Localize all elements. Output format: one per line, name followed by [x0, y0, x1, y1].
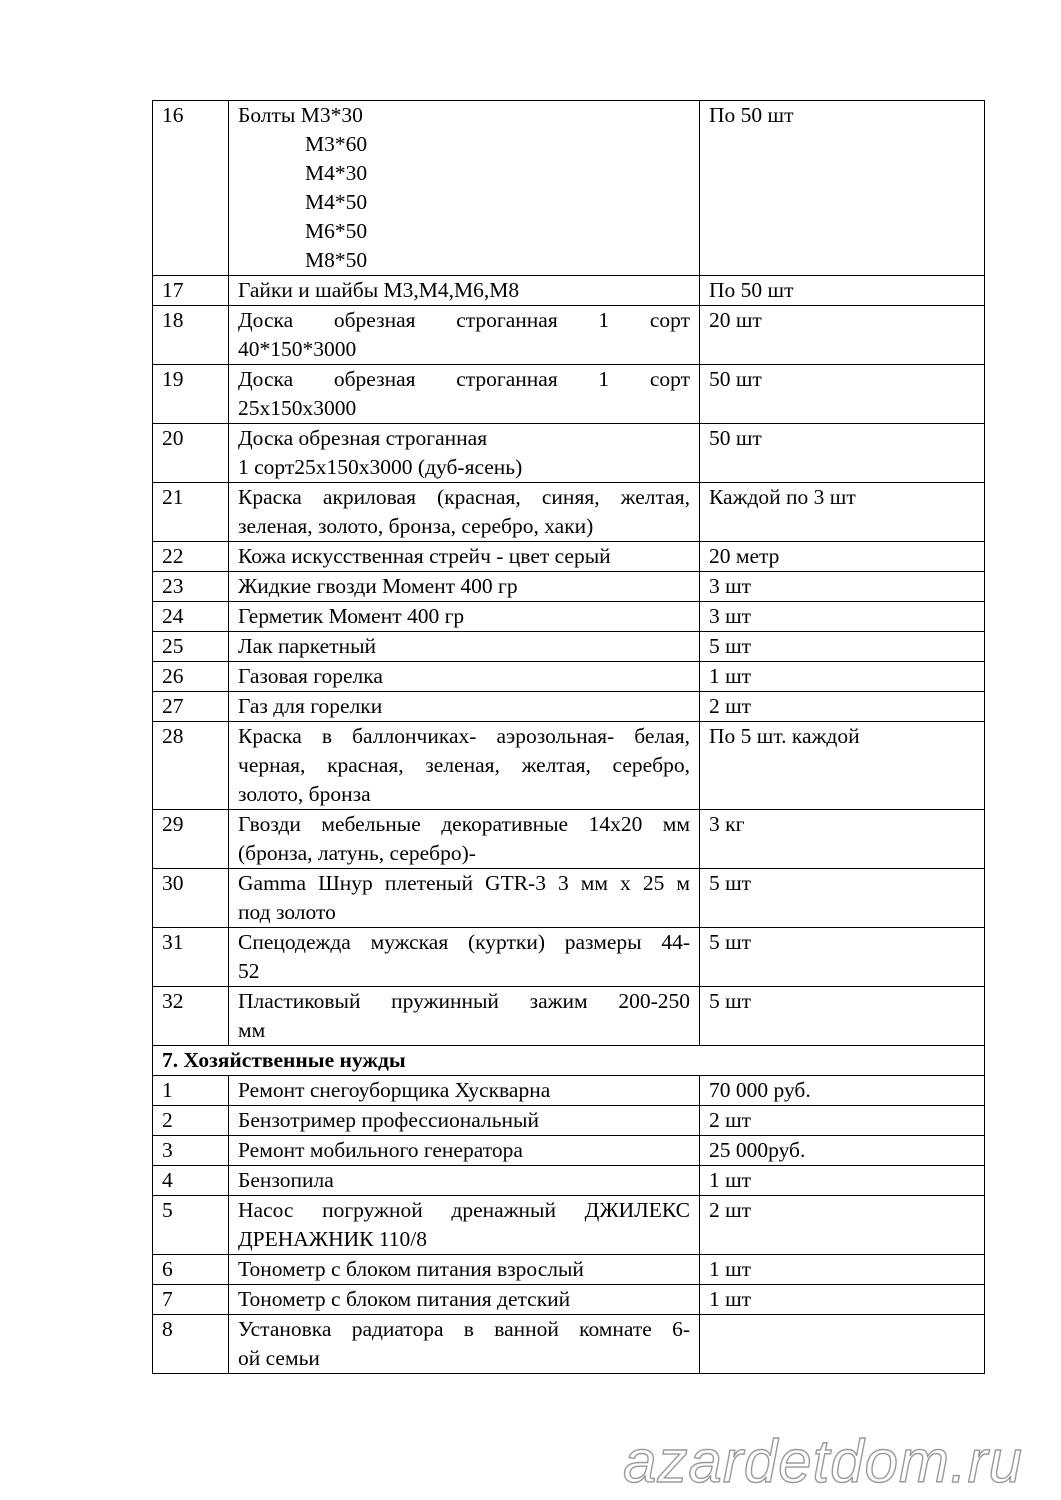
item-name-line: Бензопила: [238, 1168, 334, 1192]
row-number: 1: [153, 1076, 229, 1106]
item-quantity: 1 шт: [700, 1255, 985, 1285]
table-row: [153, 928, 985, 987]
item-name: [229, 928, 700, 987]
table-row: [153, 424, 985, 483]
site-watermark: azardetdom.ru: [623, 1428, 1023, 1495]
item-name-line: Гайки и шайбы М3,М4,М6,М8: [238, 278, 520, 302]
item-name-line: Кожа искусственная стрейч - цвет серый: [238, 544, 611, 568]
item-name-line: Лак паркетный: [238, 634, 377, 658]
table-row: [153, 365, 985, 424]
item-name: [229, 306, 700, 365]
item-name-line: зеленая, золото, бронза, серебро, хаки): [238, 514, 594, 538]
item-quantity: По 50 шт: [700, 101, 985, 276]
item-name-line: Ремонт снегоуборщика Хускварна: [238, 1078, 551, 1102]
row-number: 22: [153, 542, 229, 572]
item-name: [229, 1136, 700, 1166]
item-name: [229, 276, 700, 306]
row-number: 29: [153, 810, 229, 869]
item-quantity: 3 шт: [700, 572, 985, 602]
row-number: 4: [153, 1166, 229, 1196]
table-row: [153, 572, 985, 602]
table-row: [153, 632, 985, 662]
item-name-line: мм: [238, 1018, 266, 1042]
item-name-line: 1 сорт25х150х3000 (дуб-ясень): [238, 455, 523, 479]
item-quantity: 2 шт: [700, 1196, 985, 1255]
item-name: [229, 722, 700, 810]
item-name-line: Тонометр с блоком питания детский: [238, 1287, 571, 1311]
item-name-line: ДРЕНАЖНИК 110/8: [238, 1227, 428, 1251]
item-name: [229, 101, 700, 276]
table-row: [153, 306, 985, 365]
item-name-line: Герметик Момент 400 гр: [238, 604, 465, 628]
table-row: [153, 987, 985, 1046]
item-name-line: Газовая горелка: [238, 664, 383, 688]
item-name: [229, 1076, 700, 1106]
item-quantity: 5 шт: [700, 632, 985, 662]
item-name-line: М3*60: [305, 132, 368, 156]
item-name-line: Доска обрезная строганная: [238, 426, 488, 450]
item-quantity: 25 000руб.: [700, 1136, 985, 1166]
row-number: 8: [153, 1315, 229, 1374]
item-name: [229, 542, 700, 572]
table-row: [153, 1136, 985, 1166]
row-number: 25: [153, 632, 229, 662]
item-name-line: Установка радиатора в ванной комнате 6-: [238, 1317, 690, 1341]
row-number: 24: [153, 602, 229, 632]
items-table-body: [153, 101, 985, 1374]
table-row: [153, 1285, 985, 1315]
item-name: [229, 662, 700, 692]
item-name-line: Доска обрезная строганная 1 сорт: [238, 308, 690, 332]
item-name: [229, 572, 700, 602]
item-name-line: 40*150*3000: [238, 337, 357, 361]
item-name: [229, 632, 700, 662]
item-name-line: Пластиковый пружинный зажим 200-250: [238, 989, 690, 1013]
item-name-line: под золото: [238, 900, 336, 924]
item-quantity: 3 кг: [700, 810, 985, 869]
table-row: [153, 1315, 985, 1374]
item-name-line: Болты М3*30: [238, 103, 363, 127]
item-name-line: М6*50: [305, 219, 368, 243]
row-number: 18: [153, 306, 229, 365]
item-name: [229, 1315, 700, 1374]
items-table: [152, 100, 985, 1374]
item-name: [229, 692, 700, 722]
table-row: [153, 1076, 985, 1106]
item-name-line: 52: [238, 959, 260, 983]
item-name: [229, 1196, 700, 1255]
item-quantity: 2 шт: [700, 692, 985, 722]
item-name: [229, 365, 700, 424]
item-quantity: 20 шт: [700, 306, 985, 365]
item-name-line: Ремонт мобильного генератора: [238, 1138, 523, 1162]
row-number: 5: [153, 1196, 229, 1255]
section-title: 7. Хозяйственные нужды: [153, 1046, 985, 1076]
item-name-line: Спецодежда мужская (куртки) размеры 44-: [238, 930, 690, 954]
item-quantity: Каждой по 3 шт: [700, 483, 985, 542]
item-name-line: Доска обрезная строганная 1 сорт: [238, 367, 690, 391]
item-quantity: [700, 1315, 985, 1374]
item-name-line: 25х150х3000: [238, 396, 357, 420]
row-number: 32: [153, 987, 229, 1046]
item-name-line: Газ для горелки: [238, 694, 383, 718]
item-name-line: Жидкие гвозди Момент 400 гр: [238, 574, 518, 598]
row-number: 6: [153, 1255, 229, 1285]
row-number: 19: [153, 365, 229, 424]
item-name: [229, 987, 700, 1046]
row-number: 21: [153, 483, 229, 542]
table-row: [153, 483, 985, 542]
item-name: [229, 602, 700, 632]
item-quantity: 50 шт: [700, 365, 985, 424]
row-number: 16: [153, 101, 229, 276]
item-name-line: Gamma Шнур плетеный GTR-3 3 мм х 25 м: [238, 871, 690, 895]
row-number: 27: [153, 692, 229, 722]
item-quantity: 2 шт: [700, 1106, 985, 1136]
row-number: 31: [153, 928, 229, 987]
row-number: 30: [153, 869, 229, 928]
row-number: 26: [153, 662, 229, 692]
item-quantity: По 50 шт: [700, 276, 985, 306]
item-quantity: 3 шт: [700, 602, 985, 632]
item-name-line: Бензотример профессиональный: [238, 1108, 539, 1132]
row-number: 23: [153, 572, 229, 602]
item-quantity: 5 шт: [700, 869, 985, 928]
table-row: [153, 276, 985, 306]
item-name: [229, 424, 700, 483]
table-row: [153, 692, 985, 722]
item-name-line: (бронза, латунь, серебро)-: [238, 841, 476, 865]
item-name: [229, 1106, 700, 1136]
section-header-row: [153, 1046, 985, 1076]
row-number: 7: [153, 1285, 229, 1315]
table-row: [153, 1106, 985, 1136]
item-name-line: М8*50: [305, 248, 368, 272]
item-quantity: 20 метр: [700, 542, 985, 572]
row-number: 28: [153, 722, 229, 810]
table-row: [153, 101, 985, 276]
item-quantity: По 5 шт. каждой: [700, 722, 985, 810]
table-row: [153, 602, 985, 632]
item-name: [229, 1166, 700, 1196]
row-number: 2: [153, 1106, 229, 1136]
table-row: [153, 722, 985, 810]
item-name-line: черная, красная, зеленая, желтая, серебро,: [238, 753, 690, 777]
table-row: [153, 1196, 985, 1255]
item-name-line: ой семьи: [238, 1346, 320, 1370]
item-name-line: М4*50: [305, 190, 368, 214]
table-row: [153, 542, 985, 572]
item-name-line: Тонометр с блоком питания взрослый: [238, 1257, 584, 1281]
item-quantity: 1 шт: [700, 1285, 985, 1315]
item-quantity: 5 шт: [700, 928, 985, 987]
item-name: [229, 810, 700, 869]
table-row: [153, 1166, 985, 1196]
table-row: [153, 662, 985, 692]
item-name: [229, 869, 700, 928]
item-name-line: Краска акриловая (красная, синяя, желтая,: [238, 485, 690, 509]
item-name: [229, 1285, 700, 1315]
item-name: [229, 1255, 700, 1285]
table-row: [153, 869, 985, 928]
table-row: [153, 810, 985, 869]
item-quantity: 70 000 руб.: [700, 1076, 985, 1106]
item-quantity: 1 шт: [700, 1166, 985, 1196]
item-quantity: 5 шт: [700, 987, 985, 1046]
item-name-line: Насос погружной дренажный ДЖИЛЕКС: [238, 1198, 690, 1222]
item-name-line: М4*30: [305, 161, 368, 185]
row-number: 20: [153, 424, 229, 483]
row-number: 17: [153, 276, 229, 306]
item-name-line: Гвозди мебельные декоративные 14х20 мм: [238, 812, 690, 836]
row-number: 3: [153, 1136, 229, 1166]
item-name: [229, 483, 700, 542]
item-name-line: Краска в баллончиках- аэрозольная- белая,: [238, 724, 690, 748]
item-quantity: 1 шт: [700, 662, 985, 692]
item-quantity: 50 шт: [700, 424, 985, 483]
item-name-line: золото, бронза: [238, 782, 371, 806]
table-row: [153, 1255, 985, 1285]
